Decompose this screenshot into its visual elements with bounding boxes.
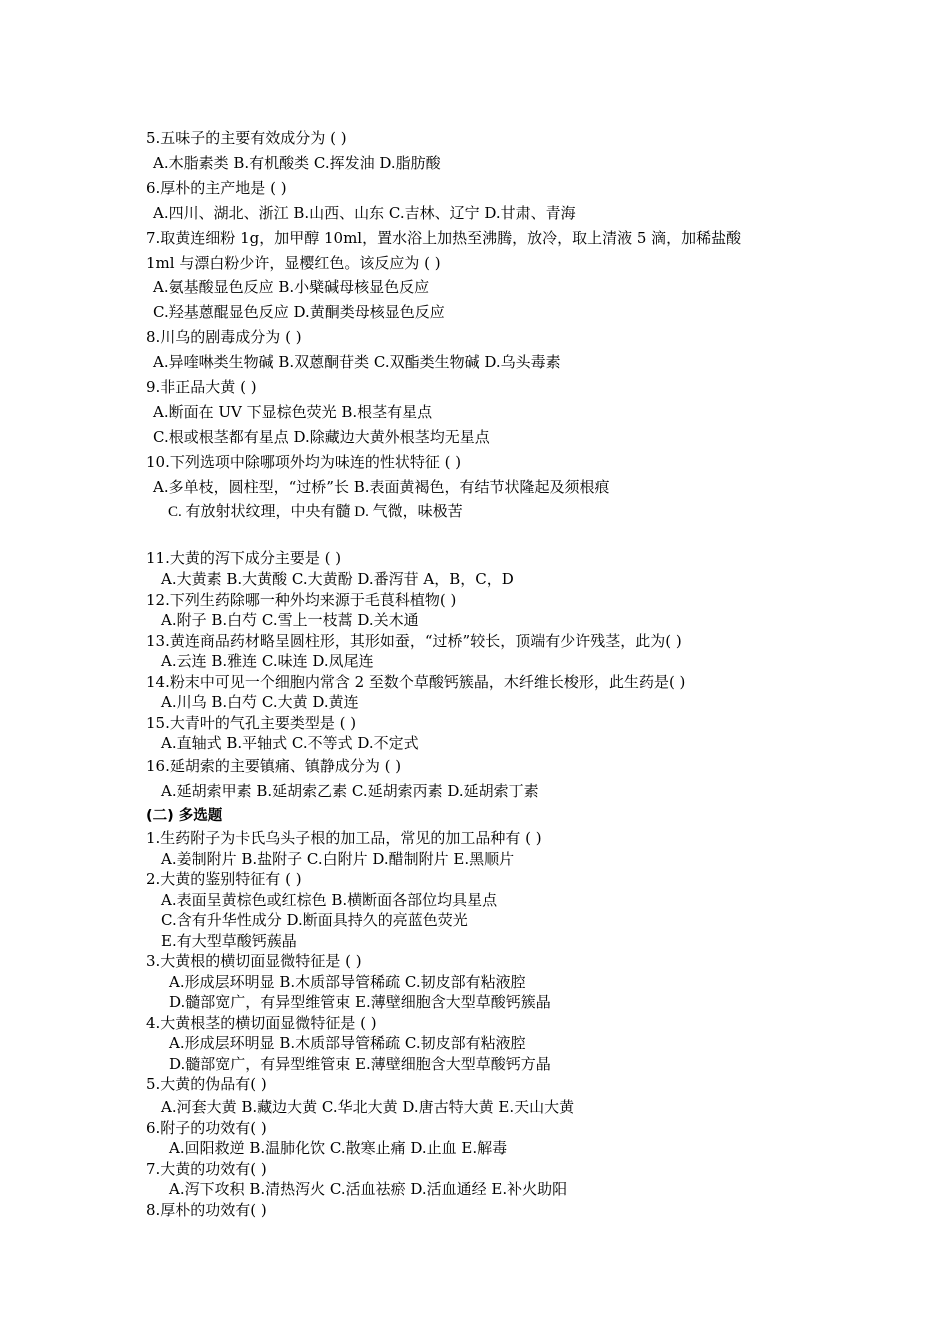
options-6: A.四川、湖北、浙江 B.山西、山东 C.吉林、辽宁 D.甘肃、青海 — [153, 204, 576, 222]
options-15: A.直轴式 B.平轴式 C.不等式 D.不定式 — [161, 734, 419, 752]
question-16: 16.延胡索的主要镇痛、镇静成分为 ( ) — [146, 757, 402, 775]
options-16: A.延胡索甲素 B.延胡索乙素 C.延胡索丙素 D.延胡索丁素 — [161, 782, 539, 800]
mc-options-2-e: E.有大型草酸钙蔟晶 — [161, 932, 297, 950]
section-heading-multiple-choice: (二) 多选题 — [146, 808, 223, 824]
question-5: 5.五味子的主要有效成分为 ( ) — [146, 129, 347, 147]
options-7-cd: C.羟基蒽醌显色反应 D.黄酮类母核显色反应 — [153, 303, 445, 321]
options-10-ab: A.多单枝，圆柱型，“过桥”长 B.表面黄褐色，有结节状隆起及须根痕 — [153, 478, 610, 496]
mc-options-7: A.泻下攻积 B.清热泻火 C.活血祛瘀 D.活血通经 E.补火助阳 — [169, 1180, 568, 1198]
question-13: 13.黄连商品药材略呈圆柱形，其形如蚕，“过桥”较长，顶端有少许残茎，此为( ) — [146, 632, 682, 650]
mc-options-4-de: D.髓部宽广，有异型维管束 E.薄壁细胞含大型草酸钙方晶 — [169, 1055, 551, 1073]
mc-question-3: 3.大黄根的横切面显微特征是 ( ) — [146, 952, 362, 970]
options-10-cd: C. 有放射状纹理，中央有髓 D. 气微，味极苦 — [168, 504, 463, 520]
mc-options-1: A.姜制附片 B.盐附子 C.白附片 D.醋制附片 E.黑顺片 — [161, 850, 515, 868]
question-12: 12.下列生药除哪一种外均来源于毛茛科植物( ) — [146, 591, 457, 609]
mc-question-6: 6.附子的功效有( ) — [146, 1119, 267, 1137]
question-9: 9.非正品大黄 ( ) — [146, 378, 257, 396]
question-14: 14.粉末中可见一个细胞内常含 2 至数个草酸钙簇晶，木纤维长梭形，此生药是( ) — [146, 673, 686, 691]
options-8: A.异喹啉类生物碱 B.双蒽酮苷类 C.双酯类生物碱 D.乌头毒素 — [153, 353, 561, 371]
mc-question-4: 4.大黄根茎的横切面显微特征是 ( ) — [146, 1014, 377, 1032]
options-9-ab: A.断面在 UV 下显棕色荧光 B.根茎有星点 — [153, 403, 433, 421]
options-5: A.木脂素类 B.有机酸类 C.挥发油 D.脂肪酸 — [153, 154, 441, 172]
question-8: 8.川乌的剧毒成分为 ( ) — [146, 328, 302, 346]
mc-question-1: 1.生药附子为卡氏乌头子根的加工品，常见的加工品种有 ( ) — [146, 829, 542, 847]
mc-options-3-abc: A.形成层环明显 B.木质部导管稀疏 C.韧皮部有粘液腔 — [169, 973, 526, 991]
question-15: 15.大青叶的气孔主要类型是 ( ) — [146, 714, 357, 732]
mc-options-2-cd: C.含有升华性成分 D.断面具持久的亮蓝色荧光 — [161, 911, 468, 929]
question-6: 6.厚朴的主产地是 ( ) — [146, 179, 287, 197]
question-7-cont: 1ml 与漂白粉少许，显樱红色。该反应为 ( ) — [146, 254, 441, 272]
options-11: A.大黄素 B.大黄酸 C.大黄酚 D.番泻苷 A，B，C，D — [161, 570, 514, 588]
mc-question-2: 2.大黄的鉴别特征有 ( ) — [146, 870, 302, 888]
mc-question-8: 8.厚朴的功效有( ) — [146, 1201, 267, 1219]
mc-options-3-de: D.髓部宽广，有异型维管束 E.薄壁细胞含大型草酸钙簇晶 — [169, 993, 551, 1011]
options-12: A.附子 B.白芍 C.雪上一枝蒿 D.关木通 — [161, 611, 419, 629]
options-9-cd: C.根或根茎都有星点 D.除藏边大黄外根茎均无星点 — [153, 428, 490, 446]
mc-options-4-abc: A.形成层环明显 B.木质部导管稀疏 C.韧皮部有粘液腔 — [169, 1034, 526, 1052]
question-10: 10.下列选项中除哪项外均为味连的性状特征 ( ) — [146, 453, 462, 471]
mc-options-5: A.河套大黄 B.藏边大黄 C.华北大黄 D.唐古特大黄 E.天山大黄 — [161, 1098, 575, 1116]
mc-question-5: 5.大黄的伪品有( ) — [146, 1075, 267, 1093]
mc-options-6: A.回阳救逆 B.温肺化饮 C.散寒止痛 D.止血 E.解毒 — [169, 1139, 508, 1157]
mc-options-2-ab: A.表面呈黄棕色或红棕色 B.横断面各部位均具星点 — [161, 891, 498, 909]
options-7-ab: A.氨基酸显色反应 B.小檗碱母核显色反应 — [153, 278, 430, 296]
question-11: 11.大黄的泻下成分主要是 ( ) — [146, 549, 342, 567]
question-7: 7.取黄连细粉 1g，加甲醇 10ml，置水浴上加热至沸腾，放冷，取上清液 5 滴，加稀盐酸 — [146, 229, 742, 247]
mc-question-7: 7.大黄的功效有( ) — [146, 1160, 267, 1178]
options-14: A.川乌 B.白芍 C.大黄 D.黄连 — [161, 693, 359, 711]
options-13: A.云连 B.雅连 C.味连 D.凤尾连 — [161, 652, 374, 670]
